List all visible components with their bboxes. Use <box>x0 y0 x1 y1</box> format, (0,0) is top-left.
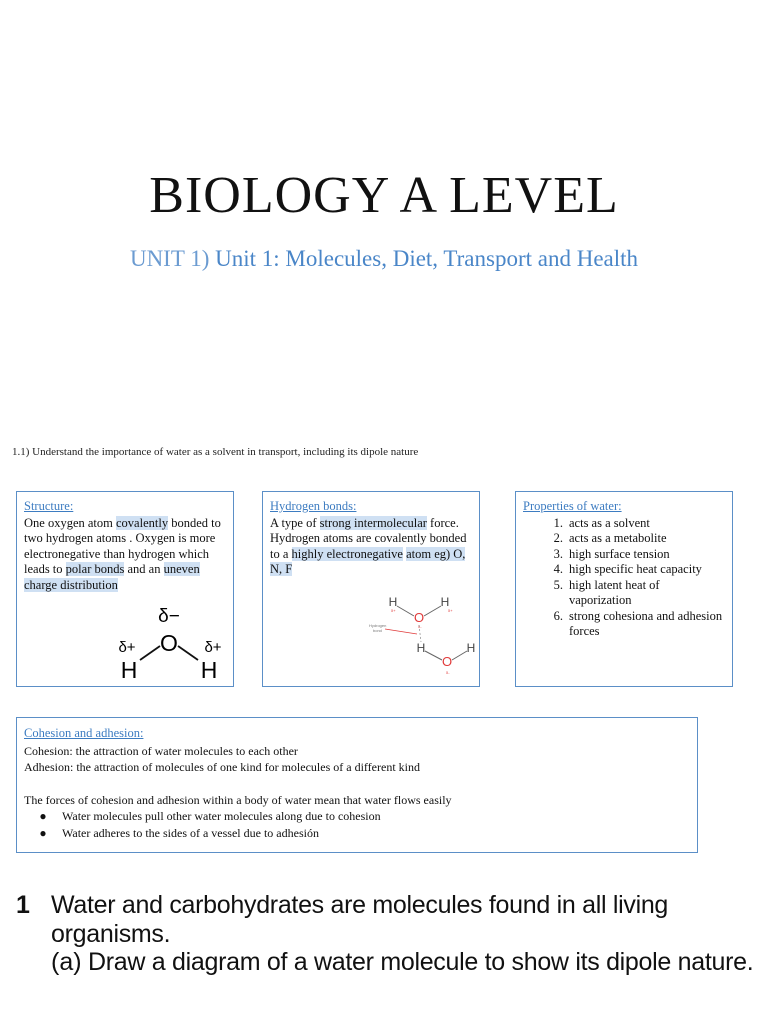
unit-prefix: UNIT 1) <box>129 246 216 271</box>
list-text: high surface tension <box>569 546 670 561</box>
highlight-covalently: covalently <box>116 515 169 530</box>
hydrogen-bond-diagram <box>363 592 479 676</box>
oxygen-atom: O <box>160 630 178 656</box>
question-text: Water and carbohydrates are molecules found in all living organisms. <box>51 891 669 948</box>
o-atom-1: O <box>413 610 425 625</box>
list-number: 4 . <box>523 562 569 578</box>
delta-plus-right-label: δ+ <box>204 639 222 656</box>
unit-title: Unit 1: Molecules, Diet, Transport and Health <box>215 246 639 271</box>
structure-heading: Structure: <box>24 499 74 513</box>
dplus-label-1: δ+ <box>391 608 396 613</box>
list-text: acts as a metabolite <box>569 531 667 545</box>
question-part-text: Draw a diagram of a water molecule to show its dipole nature. <box>88 948 754 976</box>
list-text: strong cohesiona and adhesion forces <box>569 608 723 638</box>
delta-plus-left-label: δ+ <box>118 639 136 656</box>
hydrogen-bond-label-2: bond <box>373 628 382 633</box>
h-atom-3: H <box>416 641 426 655</box>
highlight-polar-bonds: polar bonds <box>65 562 125 576</box>
list-number: 6 . <box>523 609 569 640</box>
bond-2a <box>425 651 442 660</box>
bullet-icon: ● <box>39 825 47 840</box>
highlight-strong-intermolecular: strong intermolecular <box>319 515 427 530</box>
hydrogen-bonds-box <box>262 491 480 687</box>
structure-text-part: bonded to two hydrogen atoms . Oxygen is more electronegative than hydrogen which leads to <box>24 515 221 576</box>
list-number: 1 . <box>523 516 569 532</box>
properties-box <box>515 491 733 687</box>
cohesion-adhesion-box <box>16 717 698 853</box>
list-item <box>523 609 725 640</box>
list-text: high specific heat capacity <box>569 562 702 576</box>
hydrogen-bonds-text <box>270 516 472 578</box>
cohesion-definition: Cohesion: the attraction of water molecules to each other <box>24 743 298 758</box>
bullet-icon: ● <box>39 809 47 823</box>
hbonds-text-part: force. Hydrogen atoms are covalently bonded to a <box>270 515 467 561</box>
o-atom-2: O <box>441 654 453 669</box>
list-number: 5 . <box>523 578 569 609</box>
page-title: BIOLOGY A LEVEL <box>149 167 619 224</box>
unit-subtitle <box>0 246 768 272</box>
list-item <box>523 562 725 578</box>
covalent-bond-left <box>140 646 160 660</box>
highlight-uneven-charge: uneven charge distribution <box>24 562 200 592</box>
bond-1a <box>397 606 414 616</box>
highlight-atom-examples: atom eg) O, N, F <box>270 546 466 576</box>
h-atom-1: H <box>388 595 398 609</box>
list-item <box>24 825 690 842</box>
adhesion-definition: Adhesion: the attraction of molecules of one kind for molecules of a different kind <box>24 760 420 774</box>
list-text: high latent heat of vaporization <box>569 577 660 607</box>
hydrogen-atom-left: H <box>120 657 138 683</box>
highlight-highly-electronegative: highly electronegative <box>291 546 403 561</box>
h-atom-2: H <box>440 595 450 609</box>
list-item <box>523 531 725 547</box>
list-number: 3 . <box>523 547 569 563</box>
learning-objective: 1.1) Understand the importance of water as a solvent in transport, including its dipole nature <box>12 446 419 458</box>
spacer <box>24 776 690 792</box>
structure-text <box>24 516 226 594</box>
list-item <box>523 547 725 563</box>
dplus-label-2: δ+ <box>448 608 453 613</box>
list-item <box>523 578 725 609</box>
structure-text-part: and an <box>124 562 164 576</box>
hydrogen-atom-right: H <box>200 657 218 683</box>
hbonds-text-part: A type of <box>270 515 320 530</box>
question-part-label: (a) <box>51 948 82 976</box>
bond-1b <box>424 606 441 616</box>
list-text: acts as a solvent <box>569 515 650 530</box>
water-dipole-diagram <box>113 605 229 683</box>
properties-heading: Properties of water: <box>523 499 622 513</box>
hydrogen-bonds-heading: Hydrogen bonds: <box>270 499 357 513</box>
cohesion-summary: The forces of cohesion and adhesion within a body of water mean that water flows easily <box>24 792 452 807</box>
cohesion-heading: Cohesion and adhesion: <box>24 726 144 740</box>
hydrogen-bond-arrow <box>385 629 417 634</box>
bond-2b <box>452 651 467 660</box>
list-item <box>24 808 690 825</box>
list-number: 2 . <box>523 531 569 547</box>
properties-list <box>523 516 725 640</box>
list-item <box>523 516 725 532</box>
bullet-text: Water molecules pull other water molecules along due to cohesion <box>62 809 381 823</box>
dminus-label-1: δ- <box>418 624 422 629</box>
h-atom-4: H <box>466 641 476 655</box>
delta-minus-label: δ− <box>158 606 180 627</box>
structure-box <box>16 491 234 687</box>
question-number: 1 <box>16 891 30 919</box>
hydrogen-bond-label-1: Hydrogen <box>369 623 387 628</box>
structure-text-part: One oxygen atom <box>24 515 116 530</box>
dminus-label-2: δ- <box>446 670 450 675</box>
cohesion-bullets <box>24 808 690 841</box>
bullet-text: Water adheres to the sides of a vessel due to adhesión <box>62 825 319 840</box>
covalent-bond-right <box>178 646 198 660</box>
